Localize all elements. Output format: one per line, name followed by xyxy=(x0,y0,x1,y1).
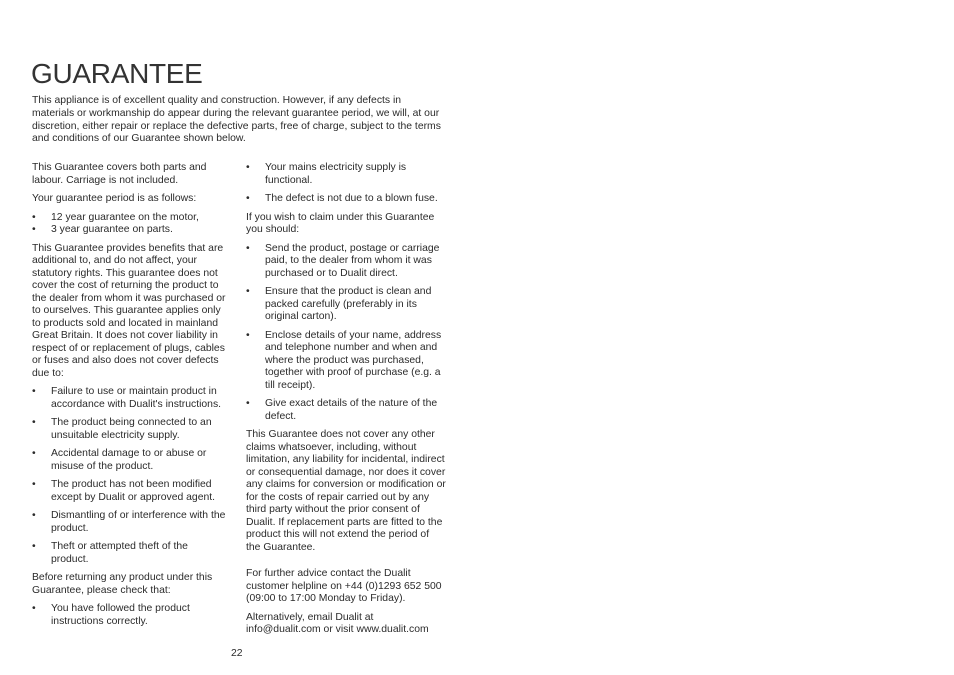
list-item: • Give exact details of the nature of the defect. xyxy=(246,398,446,423)
list-item: • Enclose details of your name, address and telephone number and when and where the product was purchased, together with proof of purchase (e.g. a till receipt). xyxy=(246,330,446,393)
intro-paragraph: This appliance is of excellent quality and construction. However, if any defects in materials or workmanship do appear during the relevant guarantee period, we will, at our discretion, either repair or replace the defective parts, free of charge, subject to the terms and conditions of our Guarantee shown below. xyxy=(32,95,441,145)
coverage-text: This Guarantee covers both parts and labour. Carriage is not included. xyxy=(32,162,207,186)
list-item: • The product has not been modified except by Dualit or approved agent. xyxy=(32,479,228,504)
left-column xyxy=(32,162,228,634)
list-item: • Send the product, postage or carriage paid, to the dealer from whom it was purchased or to Dualit direct. xyxy=(246,243,446,281)
exclusions-list xyxy=(32,386,228,566)
helpline-text: For further advice contact the Dualit customer helpline on +44 (0)1293 652 500 (09:00 to 17:00 Monday to Friday). xyxy=(246,568,442,604)
list-item: • Failure to use or maintain product in accordance with Dualit's instructions. xyxy=(32,386,228,411)
list-item: • Ensure that the product is clean and packed carefully (preferably in its original carton). xyxy=(246,286,446,324)
list-item: • Theft or attempted theft of the product. xyxy=(32,541,228,566)
list-item: • Your mains electricity supply is functional. xyxy=(246,162,446,187)
contact-text: Alternatively, email Dualit at info@dualit.com or visit www.dualit.com xyxy=(246,611,429,635)
check-intro: Before returning any product under this Guarantee, please check that: xyxy=(32,572,213,596)
claim-intro: If you wish to claim under this Guarantee you should: xyxy=(246,211,435,235)
period-intro: Your guarantee period is as follows: xyxy=(32,193,197,204)
list-item: • The product being connected to an unsuitable electricity supply. xyxy=(32,417,228,442)
checks-list xyxy=(32,603,228,628)
list-item: • 12 year guarantee on the motor, xyxy=(32,212,228,225)
limitations-text: This Guarantee does not cover any other claims whatsoever, including, without limitation, any liability for incidental, indirect or consequential damage, nor does it cover any claims for conversion or modification or for the costs of repair carried out by any third party without the prior consent of Dualit. If replacement parts are fitted to the product this will not extend the period of the Guarantee. xyxy=(246,429,446,553)
checks-list-continued xyxy=(246,162,446,206)
list-item: • You have followed the product instructions correctly. xyxy=(32,603,228,628)
list-item: • Accidental damage to or abuse or misuse of the product. xyxy=(32,448,228,473)
benefits-text: This Guarantee provides benefits that are additional to, and do not affect, your statutory rights. This guarantee does not cover the cost of returning the product to the dealer from whom it was purchased or to ourselves. This guarantee applies only to products sold and located in mainland Great Britain. It does not cover liability in respect of or replacement of plugs, cables or fuses and also does not cover defects due to: xyxy=(32,242,226,379)
page-title: GUARANTEE xyxy=(31,58,203,89)
right-column xyxy=(246,162,446,643)
page-number: 22 xyxy=(231,648,243,659)
list-item: • 3 year guarantee on parts. xyxy=(32,224,228,237)
list-item: • Dismantling of or interference with the product. xyxy=(32,510,228,535)
list-item: • The defect is not due to a blown fuse. xyxy=(246,193,446,206)
claim-steps-list xyxy=(246,243,446,424)
period-list xyxy=(32,212,228,237)
